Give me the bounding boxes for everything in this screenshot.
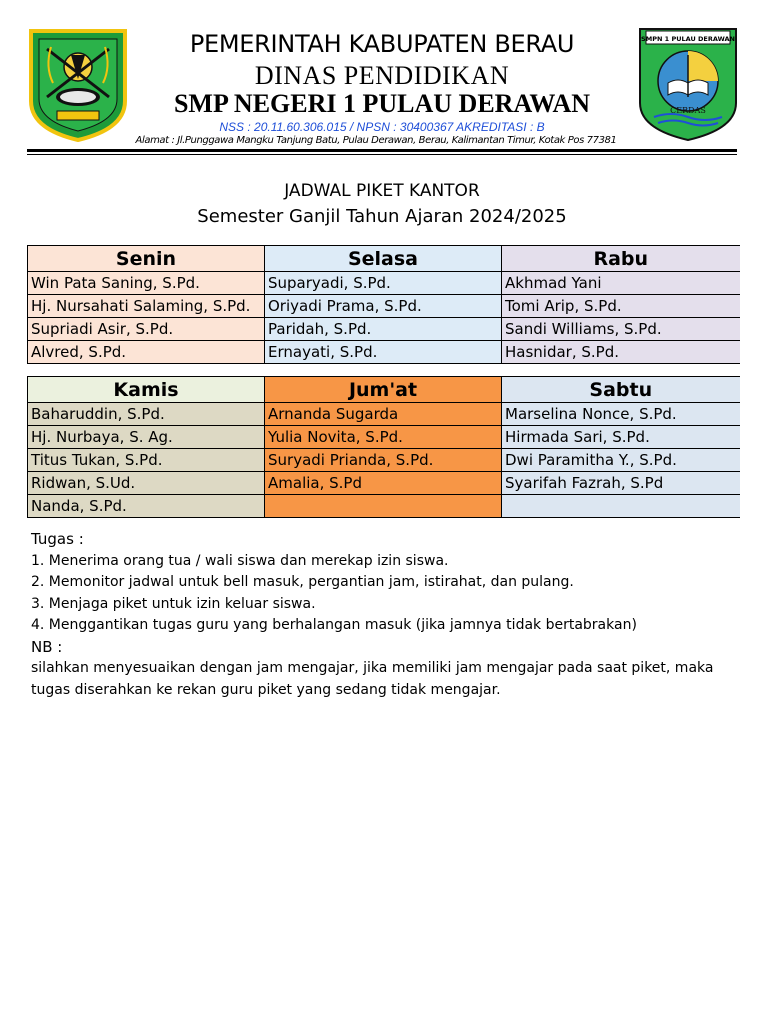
table-row	[28, 495, 740, 518]
schedule-cell: Paridah, S.Pd.	[265, 318, 502, 341]
table-row	[28, 403, 740, 426]
day-header-rabu: Rabu	[502, 246, 740, 272]
table-header-row	[28, 246, 740, 272]
header-divider-thin	[27, 154, 737, 155]
schedule-cell: Titus Tukan, S.Pd.	[28, 449, 265, 472]
tugas-item: 1. Menerima orang tua / wali siswa dan merekap izin siswa.	[31, 552, 449, 569]
schedule-cell	[502, 495, 740, 518]
schedule-cell: Ernayati, S.Pd.	[265, 341, 502, 364]
schedule-table-thu-sat	[27, 376, 740, 518]
header-nss-npsn: NSS : 20.11.60.306.015 / NPSN : 30400367 AKREDITASI : B	[219, 120, 545, 134]
schedule-cell: Win Pata Saning, S.Pd.	[28, 272, 265, 295]
tugas-item: 4. Menggantikan tugas guru yang berhalangan masuk (jika jamnya tidak bertabrakan)	[31, 617, 637, 633]
schedule-cell: Hirmada Sari, S.Pd.	[502, 426, 740, 449]
header-government: PEMERINTAH KABUPATEN BERAU	[189, 30, 575, 58]
document-subtitle: Semester Ganjil Tahun Ajaran 2024/2025	[197, 206, 567, 227]
schedule-cell	[265, 495, 502, 518]
schedule-cell: Supriadi Asir, S.Pd.	[28, 318, 265, 341]
tugas-item: 3. Menjaga piket untuk izin keluar siswa.	[31, 595, 316, 612]
day-header-selasa: Selasa	[265, 246, 502, 272]
school-logo-top-text: SMPN 1 PULAU DERAWAN	[641, 35, 735, 43]
schedule-cell: Suparyadi, S.Pd.	[265, 272, 502, 295]
schedule-cell: Baharuddin, S.Pd.	[28, 403, 265, 426]
schedule-cell: Alvred, S.Pd.	[28, 341, 265, 364]
tugas-item: 2. Memonitor jadwal untuk bell masuk, pergantian jam, istirahat, dan pulang.	[31, 574, 574, 590]
school-logo-motto-text: CERDAS	[670, 106, 706, 115]
schedule-cell: Ridwan, S.Ud.	[28, 472, 265, 495]
schedule-cell: Akhmad Yani	[502, 272, 740, 295]
day-header-kamis: Kamis	[28, 377, 265, 403]
schedule-cell: Dwi Paramitha Y., S.Pd.	[502, 449, 740, 472]
header-divider-thick	[27, 149, 737, 152]
schedule-cell: Arnanda Sugarda	[265, 403, 502, 426]
table-row	[28, 295, 740, 318]
table-row	[28, 472, 740, 495]
table-row	[28, 341, 740, 364]
schedule-cell: Amalia, S.Pd	[265, 472, 502, 495]
duty-notes	[31, 529, 731, 701]
schedule-cell: Sandi Williams, S.Pd.	[502, 318, 740, 341]
schedule-cell: Hj. Nurbaya, S. Ag.	[28, 426, 265, 449]
day-header-jumat: Jum'at	[265, 377, 502, 403]
schedule-cell: Syarifah Fazrah, S.Pd	[502, 472, 740, 495]
document-title: JADWAL PIKET KANTOR	[284, 181, 480, 201]
table-row	[28, 426, 740, 449]
schedule-cell: Nanda, S.Pd.	[28, 495, 265, 518]
nb-label: NB :	[31, 637, 63, 656]
table-row	[28, 272, 740, 295]
schedule-cell: Suryadi Prianda, S.Pd.	[265, 449, 502, 472]
schedule-cell: Marselina Nonce, S.Pd.	[502, 403, 740, 426]
table-header-row	[28, 377, 740, 403]
schedule-cell: Hasnidar, S.Pd.	[502, 341, 740, 364]
day-header-sabtu: Sabtu	[502, 377, 740, 403]
header-department: DINAS PENDIDIKAN	[254, 61, 510, 90]
header-address: Alamat : Jl.Punggawa Mangku Tanjung Batu, Pulau Derawan, Berau, Kalimantan Timur, Kotak Pos 77381	[135, 135, 617, 146]
schedule-cell: Tomi Arip, S.Pd.	[502, 295, 740, 318]
nb-text-line: tugas diserahkan ke rekan guru piket yang sedang tidak mengajar.	[31, 681, 501, 698]
table-row	[28, 449, 740, 472]
tugas-label: Tugas :	[31, 530, 84, 548]
day-header-senin: Senin	[28, 246, 265, 272]
schedule-cell: Oriyadi Prama, S.Pd.	[265, 295, 502, 318]
table-row	[28, 318, 740, 341]
school-logo-icon	[636, 25, 740, 143]
schedule-cell: Hj. Nursahati Salaming, S.Pd.	[28, 295, 265, 318]
schedule-table-mon-wed	[27, 245, 740, 364]
header-school-name: SMP NEGERI 1 PULAU DERAWAN	[173, 89, 591, 118]
schedule-cell: Yulia Novita, S.Pd.	[265, 426, 502, 449]
nb-text-line: silahkan menyesuaikan dengan jam mengajar, jika memiliki jam mengajar pada saat piket, maka	[31, 660, 714, 676]
kabupaten-berau-emblem-icon	[27, 27, 129, 143]
